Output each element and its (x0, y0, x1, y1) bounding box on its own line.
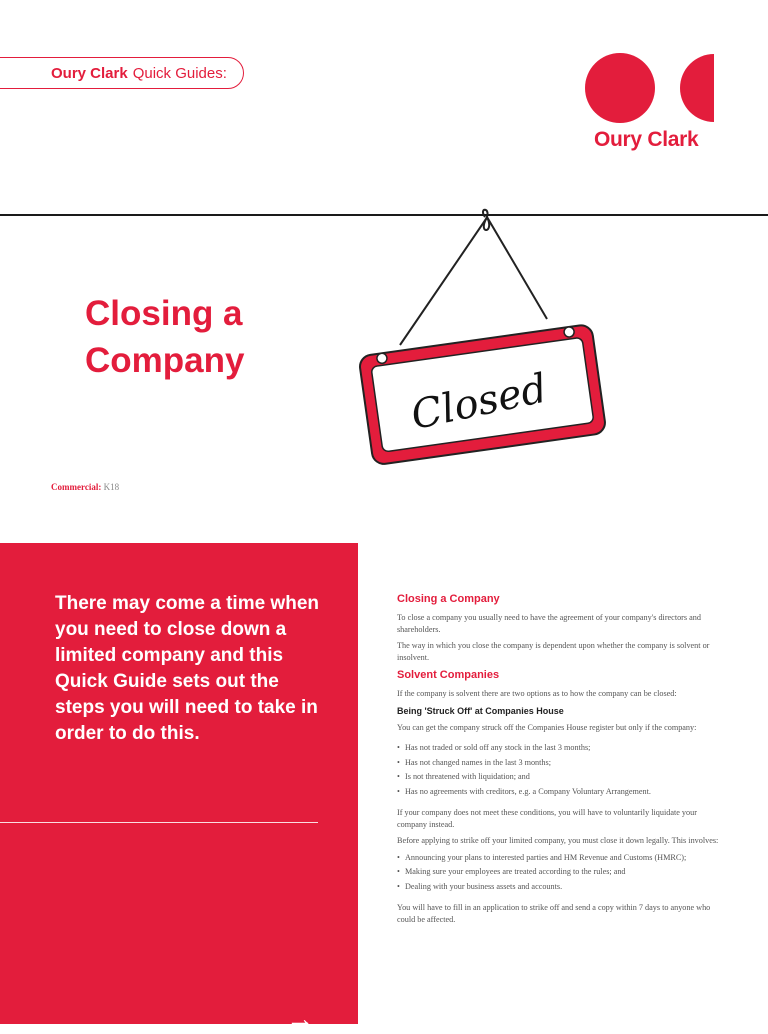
paragraph: If the company is solvent there are two options as to how the company can be closed: (397, 689, 677, 698)
list-item: • Is not threatened with liquidation; and (397, 771, 719, 783)
paragraph: If your company does not meet these conditions, you will have to voluntarily liquidate your company instead. (397, 808, 697, 829)
reference-label: Commercial: (51, 482, 102, 492)
logo-wordmark: Oury Clark (594, 128, 699, 151)
sign-text: Closed (407, 365, 552, 440)
panel-divider (0, 822, 318, 823)
closed-sign-illustration (350, 205, 610, 475)
pill-brand: Oury Clark (51, 64, 128, 82)
quick-guides-pill (0, 57, 244, 89)
paragraph: The way in which you close the company is dependent upon whether the company is solvent or insolvent. (397, 641, 710, 662)
heading-closing-company: Closing a Company (397, 593, 500, 605)
paragraph: You can get the company struck off the Companies House register but only if the company: (397, 722, 697, 732)
article-body (397, 592, 719, 930)
paragraph: You will have to fill in an application to strike off and send a copy within 7 days to anyone who could be affected. (397, 903, 711, 924)
title-line-2: Company (85, 341, 245, 380)
reference-value: K18 (103, 482, 120, 492)
reference-code (51, 482, 119, 492)
paragraph: To close a company you usually need to have the agreement of your company's directors and shareholders. (397, 613, 701, 634)
list-item: • Has no agreements with creditors, e.g. a Company Voluntary Arrangement. (397, 786, 719, 798)
list-item: • Has not changed names in the last 3 months; (397, 757, 719, 769)
heading-solvent-companies: Solvent Companies (397, 669, 500, 681)
list-item: • Dealing with your business assets and accounts. (397, 881, 719, 893)
steps-list (397, 852, 719, 893)
paragraph: Before applying to strike off your limited company, you must close it down legally. This involves: (397, 836, 719, 845)
title-line-1: Closing a (85, 294, 243, 333)
list-item: • Making sure your employees are treated according to the rules; and (397, 866, 719, 878)
intro-text: There may come a time when you need to close down a limited company and this Quick Guide sets out the steps you will need to take in order to do this. (55, 593, 319, 744)
list-item: • Has not traded or sold off any stock in the last 3 months; (397, 742, 719, 754)
conditions-list (397, 742, 719, 797)
page-title (85, 290, 244, 384)
subheading-struck-off: Being 'Struck Off' at Companies House (397, 705, 564, 716)
next-arrow-icon[interactable]: → (286, 1003, 314, 1034)
pill-guide-label: Quick Guides: (132, 64, 227, 82)
list-item: • Announcing your plans to interested parties and HM Revenue and Customs (HMRC); (397, 852, 719, 864)
